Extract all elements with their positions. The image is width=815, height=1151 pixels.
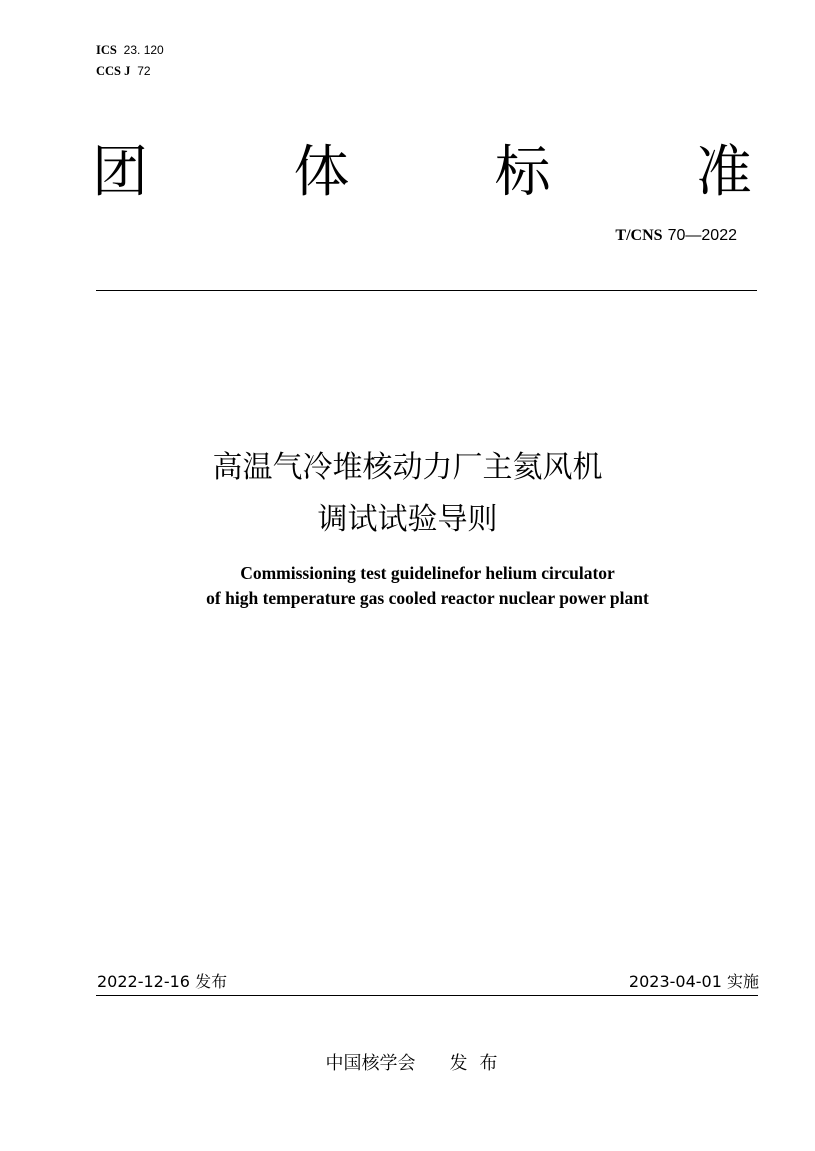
ics-line: [96, 40, 164, 61]
doc-type-char: 标: [494, 140, 551, 205]
document-type-heading: [92, 138, 752, 208]
doc-type-char: 团: [92, 140, 148, 205]
ccs-value: 72: [137, 64, 151, 78]
publisher-action: 发布: [449, 1053, 510, 1074]
issue-date: 2022-12-16 发布: [97, 972, 228, 991]
top-divider: [96, 290, 757, 291]
publisher-line: [0, 1051, 815, 1077]
english-title-line-2: of high temperature gas cooled reactor nuclear power plant: [206, 588, 649, 608]
classification-codes: [96, 40, 164, 82]
english-title: [0, 561, 815, 611]
publisher-org: 中国核学会: [325, 1053, 416, 1074]
ics-label: ICS: [96, 43, 117, 57]
standard-number-rest: 70—2022: [667, 227, 737, 244]
ccs-line: [96, 61, 164, 82]
chinese-title-line-2: 调试试验导则: [317, 502, 498, 537]
chinese-title-line-1: 高温气冷堆核动力厂主氦风机: [212, 450, 603, 485]
bottom-divider: [96, 995, 758, 996]
doc-type-char: 体: [293, 140, 350, 205]
standard-number: [615, 224, 737, 247]
ics-value: 23. 120: [123, 43, 164, 57]
english-title-line-1: Commissioning test guidelinefor helium circulator: [240, 563, 615, 583]
standard-number-prefix: T/CNS: [615, 227, 663, 244]
chinese-title: [0, 442, 815, 546]
ccs-label: CCS J: [96, 64, 131, 78]
doc-type-char: 准: [695, 140, 752, 205]
implementation-date: 2023-04-01 实施: [628, 972, 759, 991]
